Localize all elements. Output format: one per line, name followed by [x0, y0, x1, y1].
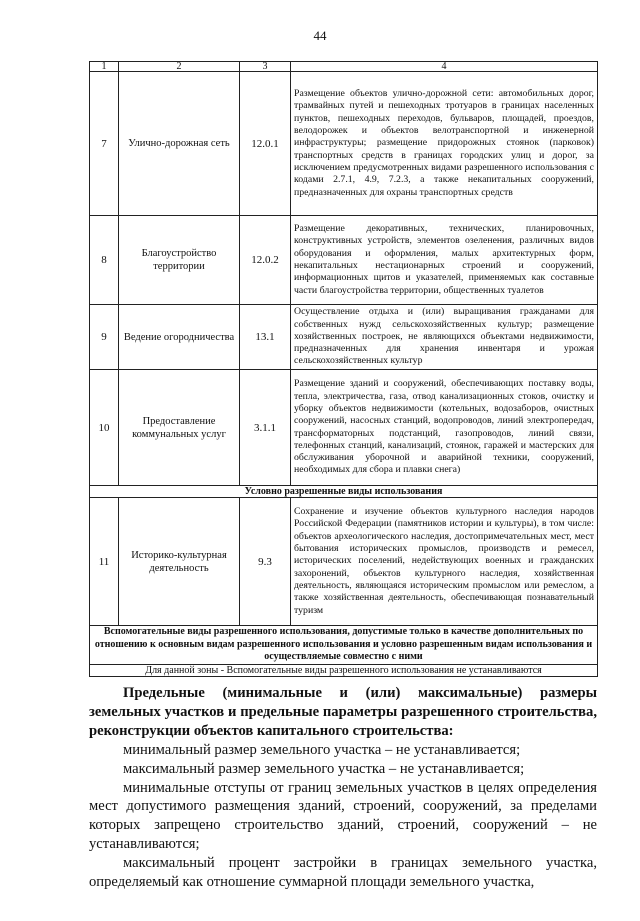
auxiliary-uses-note: Для данной зоны - Вспомогательные виды разрешенного использования не устанавливаются — [90, 664, 598, 676]
use-type-description: Сохранение и изучение объектов культурного наследия народов Российской Федерации (памятников истории и культуры), в том числе: объектов археологического наследия, достопримечательных мест, мест бытования исторических промыслов, производств и ремесел, исторических поселений, недействующих военных и гражданских захоронений, объектов культурного наследия, хозяйственная деятельность, являющаяся историческим промыслом или ремеслом, а также хозяйственная деятельность, обеспечивающая познавательный туризм — [291, 498, 598, 626]
use-type-code: 13.1 — [240, 305, 291, 370]
table-header-row — [90, 62, 598, 72]
row-number: 9 — [90, 305, 119, 370]
use-type-name: Улично-дорожная сеть — [119, 72, 240, 216]
row-number: 8 — [90, 216, 119, 305]
table-row — [90, 216, 598, 305]
auxiliary-uses-note-row — [90, 664, 598, 676]
use-type-name: Ведение огородничества — [119, 305, 240, 370]
zone-parameters-text — [89, 684, 597, 892]
use-type-code: 12.0.2 — [240, 216, 291, 305]
conditional-uses-title: Условно разрешенные виды использования — [90, 486, 598, 498]
land-use-table — [89, 61, 598, 677]
paragraph: минимальный размер земельного участка – не устанавливается; — [123, 741, 521, 758]
column-header: 1 — [90, 62, 119, 72]
use-type-description: Размещение декоративных, технических, планировочных, конструктивных устройств, элементов озеленения, различных видов оборудования и оформления, малых архитектурных форм, некапитальных нестационарных строений и сооружений, информационных щитов и указателей, применяемых как составные части благоустройства территории, общественных туалетов — [291, 216, 598, 305]
use-type-code: 9.3 — [240, 498, 291, 626]
table-row — [90, 370, 598, 486]
page-number: 44 — [313, 28, 327, 43]
paragraph: максимальный размер земельного участка – не устанавливается; — [123, 760, 525, 777]
auxiliary-uses-title: Вспомогательные виды разрешенного использования, допустимые только в качестве дополнительных по отношению к основным видам разрешенного использования и условно разрешенным видам использования и осуществляемые совместно с ними — [90, 626, 598, 665]
use-type-name: Предоставление коммунальных услуг — [119, 370, 240, 486]
use-type-description: Размещение зданий и сооружений, обеспечивающих поставку воды, тепла, электричества, газа, отвод канализационных стоков, очистку и уборку объектов недвижимости (котельных, водозаборов, очистных сооружений, насосных станций, водопроводов, линий электропередач, трансформаторных подстанций, газопроводов, линий связи, телефонных станций, канализаций, стоянок, гаражей и мастерских для обслуживания уборочной и аварийной техники, сооружений, необходимых для сбора и плавки снега) — [291, 370, 598, 486]
column-header: 3 — [240, 62, 291, 72]
use-type-description: Размещение объектов улично-дорожной сети: автомобильных дорог, трамвайных путей и пешеходных тротуаров в границах населенных пунктов, пешеходных переходов, бульваров, площадей, проездов, велодорожек и объектов велотранспортной и инженерной инфраструктуры; размещение придорожных стоянок (парковок) транспортных средств в границах городских улиц и дорог, за исключением предусмотренных видами разрешенного использования с кодами 2.7.1, 4.9, 7.2.3, а также некапитальных сооружений, предназначенных для охраны транспортных средств — [291, 72, 598, 216]
table-row — [90, 72, 598, 216]
use-type-code: 12.0.1 — [240, 72, 291, 216]
conditional-uses-section-row — [90, 486, 598, 498]
section-heading: Предельные (минимальные и (или) максимальные) размеры земельных участков и предельные параметры разрешенного строительства, реконструкции объектов капитального строительства: — [89, 685, 597, 739]
auxiliary-uses-section-row — [90, 626, 598, 665]
paragraph: максимальный процент застройки в границах земельного участка, определяемый как отношение суммарной площади земельного участка, — [89, 855, 597, 891]
paragraph: минимальные отступы от границ земельных участков в целях определения мест допустимого размещения зданий, строений, сооружений, за пределами которых запрещено строительство зданий, строений, сооружений – не устанавливаются; — [89, 779, 597, 853]
row-number: 10 — [90, 370, 119, 486]
use-type-code: 3.1.1 — [240, 370, 291, 486]
use-type-name: Благоустройство территории — [119, 216, 240, 305]
use-type-description: Осуществление отдыха и (или) выращивания гражданами для собственных нужд сельскохозяйственных культур; размещение хозяйственных построек, не являющихся объектами недвижимости, предназначенных для хранения инвентаря и урожая сельскохозяйственных культур — [291, 305, 598, 370]
table-row — [90, 498, 598, 626]
use-type-name: Историко-культурная деятельность — [119, 498, 240, 626]
column-header: 2 — [119, 62, 240, 72]
row-number: 11 — [90, 498, 119, 626]
column-header: 4 — [291, 62, 598, 72]
table-row — [90, 305, 598, 370]
row-number: 7 — [90, 72, 119, 216]
